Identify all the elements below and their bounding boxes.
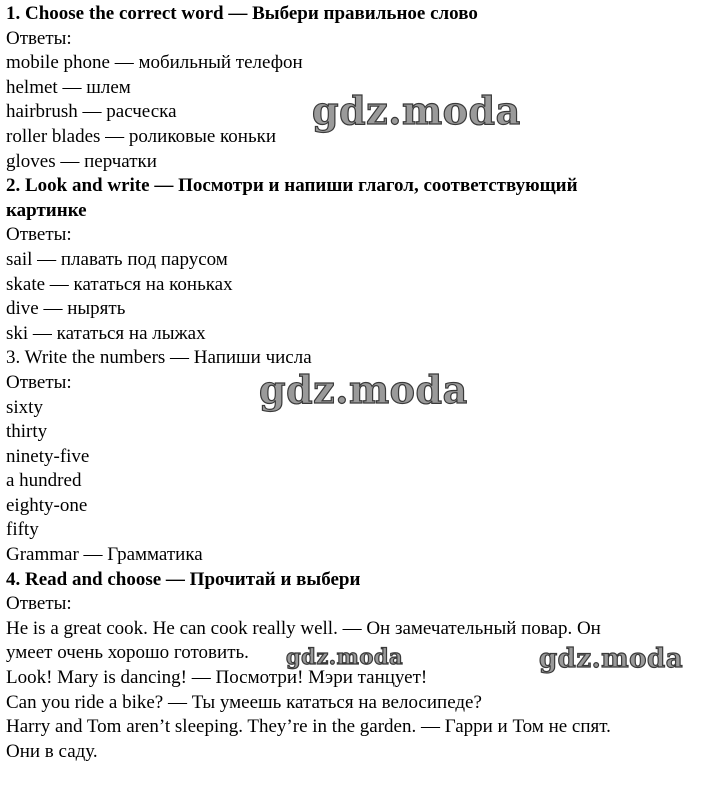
list-item: sail — плавать под парусом [6,248,228,270]
list-item: ski — кататься на лыжах [6,322,206,344]
watermark-logo: gdz.moda [286,644,404,669]
text-line: He is a great cook. He can cook really well. — Он замечательный повар. Он [6,617,601,639]
list-item: skate — кататься на коньках [6,273,233,295]
list-item: ninety-five [6,445,90,467]
list-item: eighty-one [6,494,88,516]
section1-answers-label: Ответы: [6,27,72,49]
section1-heading: 1. Choose the correct word — Выбери правильное слово [6,3,478,24]
list-item: gloves — перчатки [6,150,157,172]
watermark-logo: gdz.moda [259,367,468,412]
list-item: fifty [6,519,39,541]
section3-answers-label: Ответы: [6,371,72,393]
text-line: Look! Mary is dancing! — Посмотри! Мэри танцует! [6,667,428,689]
list-item: thirty [6,421,48,443]
text-line: Они в саду. [6,740,98,762]
list-item: sixty [6,396,43,418]
list-item: hairbrush — расческа [6,101,177,123]
list-item: roller blades — роликовые коньки [6,125,277,147]
section2-heading-line1: 2. Look and write — Посмотри и напиши глагол, соответствующий [6,175,578,197]
section4-heading: 4. Read and choose — Прочитай и выбери [6,568,361,590]
section2-heading-line2: картинке [6,199,87,221]
watermark-logo: gdz.moda [539,644,684,674]
text-line: Can you ride a bike? — Ты умеешь кататься на велосипеде? [6,691,482,713]
text-line: Harry and Tom aren’t sleeping. They’re in the garden. — Гарри и Том не спят. [6,716,611,738]
text-line: умеет очень хорошо готовить. [6,642,249,664]
watermark-logo: gdz.moda [312,88,521,133]
list-item: dive — нырять [6,298,126,320]
section4-answers-label: Ответы: [6,593,72,615]
section3-heading: 3. Write the numbers — Напиши числа [6,347,312,369]
grammar-label: Grammar — Грамматика [6,544,203,566]
list-item: helmet — шлем [6,76,131,98]
section2-answers-label: Ответы: [6,224,72,246]
document-page [6,2,704,764]
list-item: a hundred [6,470,82,492]
list-item: mobile phone — мобильный телефон [6,52,303,74]
